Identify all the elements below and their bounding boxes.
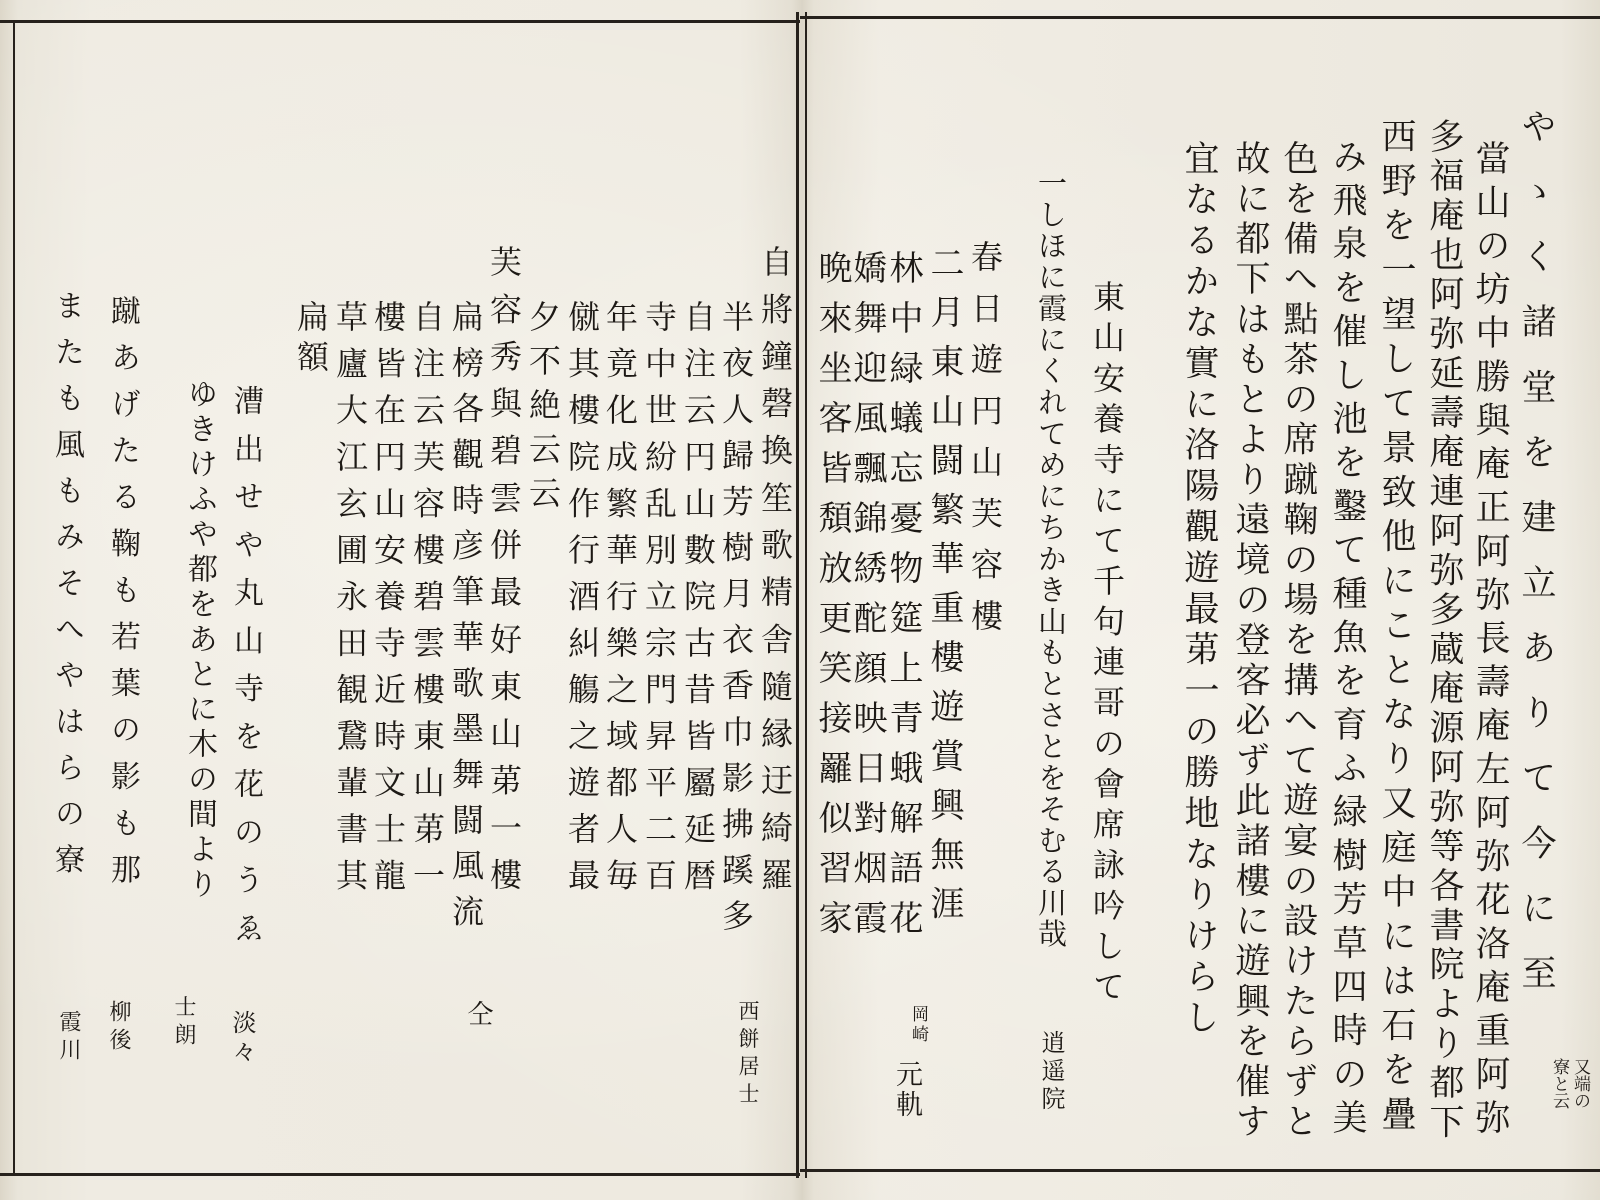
- bottom-rule-left-page: [0, 1173, 800, 1176]
- prose-column: 宜なるかな實に洛陽觀遊最苐一の勝地なりけらし: [1179, 140, 1219, 1040]
- kanshi-self-note: 夕不絶云云: [524, 300, 562, 520]
- prose-column: 多福庵也阿弥延壽庵連阿弥多蔵庵源阿弥等各書院より都下: [1424, 118, 1464, 1143]
- kanshi-line: 嬌舞迎風飄錦綉酡顔映日對烟霞: [847, 250, 887, 950]
- kanshi-author-place: 岡崎: [908, 1005, 928, 1045]
- waka-headnote: 東山安養寺にて千句連哥の會席詠吟して: [1088, 280, 1126, 1010]
- kanshi-author: 元軌: [891, 1060, 922, 1120]
- kanshi-title: 春日遊円山芙容樓: [966, 240, 1004, 650]
- kanshi-author: 仝: [463, 1000, 493, 1032]
- prose-column: み飛泉を催し池を鑿て種魚を育ふ緑樹芳草四時の美: [1327, 138, 1367, 1143]
- haiku: 漕出せや丸山寺を花のうゑ: [228, 385, 263, 960]
- haiku: またも風もみそへやはらの寮: [49, 290, 84, 890]
- kanshi-self-note: 自注云円山數院古昔皆屬延暦: [679, 300, 717, 905]
- kanshi-line: 半夜人歸芳樹月衣香巾影拂蹊多: [717, 300, 755, 945]
- haiku-author: 霞川: [56, 1010, 81, 1066]
- interlinear-note: 又端の寮と云: [1549, 1058, 1590, 1109]
- kanshi-self-note: 樓皆在円山安養寺近時文士龍: [369, 300, 407, 905]
- kanshi-self-note: 寺中世紛乱別立宗門昇平二百: [640, 300, 678, 905]
- bottom-rule-right-page: [800, 1169, 1600, 1172]
- kanshi-line: 二月東山闘繁華重樓遊賞興無涯: [924, 245, 964, 935]
- prose-column: 西野を一望して景致他にことなり又庭中には石を疊: [1376, 118, 1416, 1140]
- kanshi-line: 林中緑蟻忘憂物筵上青蛾解語花: [883, 250, 923, 950]
- top-rule-right-page: [800, 16, 1600, 19]
- prose-column: 當山の坊中勝與庵正阿弥長壽庵左阿弥花洛庵重阿弥: [1470, 140, 1510, 1143]
- kanshi-line: 自將鐘磬換笙歌精舎隨縁迂綺羅: [756, 245, 794, 905]
- kanshi-self-note: 草廬大江玄圃永田観鵞輩書其: [331, 300, 369, 905]
- left-page-outer-border: [13, 20, 15, 1175]
- haiku-author: 柳後: [106, 1000, 131, 1056]
- kanshi-line: 扁榜各觀時彦筆華歌墨舞闘風流: [447, 300, 485, 940]
- prose-column: 色を備へ點茶の席蹴鞠の場を搆へて遊宴の設けたらずと: [1278, 140, 1318, 1143]
- prose-column: 故に都下はもとより遠境の登客必ず此諸樓に遊興を催す: [1230, 140, 1270, 1143]
- top-rule-left-page: [0, 20, 800, 23]
- waka-poem: 一しほに霞にくれてめにちかき山もとさとをそむる川哉: [1034, 168, 1068, 950]
- kanshi-self-note: 年竟化成繁華行樂之域都人毎: [601, 300, 639, 905]
- haiku: 蹴あげたる鞠も若葉の影も那: [105, 295, 140, 900]
- kanshi-line: 晩來坐客皆頽放更笑接䍦似習家: [812, 250, 852, 950]
- haiku-author: 淡々: [228, 1010, 256, 1068]
- kanshi-line: 芙容秀與碧雲併最好東山苐一樓: [485, 245, 523, 905]
- prose-column: やゝく諸堂を建立ありて今に至: [1516, 108, 1556, 1020]
- kanshi-self-note: 自注云芙容樓碧雲樓東山苐一: [408, 300, 446, 905]
- kanshi-self-note: 僦其樓院作行酒糾觴之遊者最: [563, 300, 601, 905]
- waka-author: 逍遥院: [1037, 1030, 1065, 1114]
- kanshi-author: 西餅居士: [736, 1000, 760, 1110]
- kanshi-self-note: 扁額: [292, 300, 330, 380]
- haiku-author: 士朗: [171, 995, 196, 1051]
- haiku: ゆきけふや都をあとに木の間より: [182, 378, 217, 903]
- spine-line-right: [805, 12, 807, 1178]
